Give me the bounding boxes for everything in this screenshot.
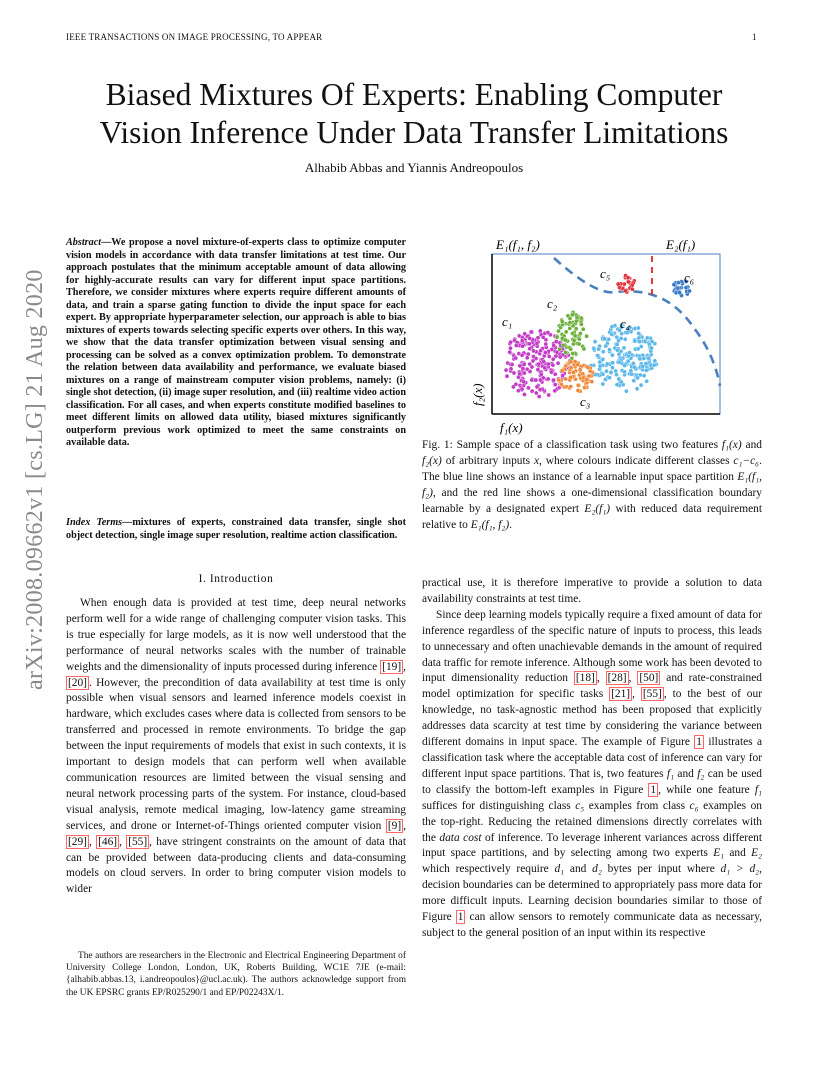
figure-ref-1[interactable]: 1 bbox=[650, 783, 657, 796]
math-d1-gt-d2: d₁ > d₂ bbox=[720, 863, 760, 876]
scatter-point-cluster-3 bbox=[619, 336, 623, 340]
citation-28[interactable]: [28] bbox=[607, 672, 627, 685]
scatter-point-cluster-4 bbox=[576, 388, 580, 392]
text: and bbox=[564, 863, 593, 876]
scatter-point-cluster-1 bbox=[504, 368, 508, 372]
scatter-point-cluster-1 bbox=[538, 388, 542, 392]
right-column-text bbox=[422, 576, 762, 942]
intro-text-b: . However, the precondition of data availability at test time is only possible when visual sensors and learned inference models coexist in hardware, which excludes cases where data is collected from sensors to be transferred and processed in remote environments. To bridge the gap between the input requirements of models that exist in such contexts, it is important to design models that can perform well when available communication resources are limited between the visual sensing and neural network processing parts of the system. For instance, cloud-based visual analysis, remote medical imaging, low-latency game streaming services, and drone or Internet-of-Things oriented computer vision bbox=[66, 676, 406, 832]
scatter-point-cluster-3 bbox=[639, 383, 643, 387]
math-e2: E₂ bbox=[751, 847, 762, 860]
scatter-point-cluster-1 bbox=[537, 394, 541, 398]
scatter-point-cluster-3 bbox=[642, 356, 646, 360]
scatter-point-cluster-4 bbox=[576, 383, 580, 387]
scatter-point-cluster-1 bbox=[551, 378, 555, 382]
scatter-point-cluster-1 bbox=[509, 367, 513, 371]
cap-e1b: E₁(f₁, f₂) bbox=[470, 518, 510, 531]
scatter-point-cluster-1 bbox=[528, 369, 532, 373]
scatter-point-cluster-4 bbox=[578, 368, 582, 372]
scatter-point-cluster-1 bbox=[534, 378, 538, 382]
scatter-point-cluster-3 bbox=[592, 347, 596, 351]
scatter-point-cluster-3 bbox=[632, 379, 636, 383]
scatter-point-cluster-1 bbox=[512, 371, 516, 375]
scatter-point-cluster-1 bbox=[561, 374, 565, 378]
abstract-text: —We propose a novel mixture-of-experts class to optimize computer vision models in accordance with data transfer limitations at test time. Our approach postulates that the minimum acceptable amount of data allowing for highly-accurate results can vary for different input space partitions. Therefore, we consider mixtures where experts require different amounts of data, and train a sparse gating function to divide the input space for each expert. By appropriate hyperparameter selection, our approach is able to bias mixtures of experts towards selecting specific experts over others. In this way, we show that the data transfer optimization between visual sensing and processing can be solved as a convex optimization problem. To demonstrate the relation between data availability and performance, we evaluate biased mixtures on a range of mainstream computer vision problems, namely: (i) single shot detection, (ii) image super resolution, and (iii) realtime video action classification. For all cases, and when experts constitute modified baselines to meet different limits on allowed data utility, biased mixtures significantly outperform previous work optimized to meet the same constraints on available data. bbox=[66, 237, 406, 448]
scatter-point-cluster-3 bbox=[615, 342, 619, 346]
math-c6: c₆ bbox=[689, 799, 699, 812]
scatter-point-cluster-1 bbox=[514, 343, 518, 347]
cap-classes: c₁−c₆ bbox=[733, 454, 760, 467]
scatter-point-cluster-4 bbox=[557, 378, 561, 382]
scatter-point-cluster-3 bbox=[596, 354, 600, 358]
text: examples from class bbox=[584, 799, 690, 812]
scatter-point-cluster-2 bbox=[570, 313, 574, 317]
scatter-point-cluster-1 bbox=[526, 386, 530, 390]
index-terms bbox=[66, 517, 406, 542]
scatter-point-cluster-3 bbox=[598, 360, 602, 364]
scatter-point-cluster-1 bbox=[543, 366, 547, 370]
math-d1: d₁ bbox=[554, 863, 565, 876]
scatter-point-cluster-3 bbox=[625, 331, 629, 335]
scatter-point-cluster-3 bbox=[622, 370, 626, 374]
scatter-point-cluster-1 bbox=[528, 336, 532, 340]
cap-text: . bbox=[509, 518, 513, 531]
scatter-point-cluster-1 bbox=[520, 339, 524, 343]
scatter-point-cluster-3 bbox=[618, 360, 622, 364]
math-f2: f₂ bbox=[697, 767, 705, 780]
scatter-point-cluster-1 bbox=[522, 371, 526, 375]
scatter-point-cluster-3 bbox=[636, 347, 640, 351]
scatter-point-cluster-1 bbox=[553, 389, 557, 393]
scatter-point-cluster-5 bbox=[623, 289, 627, 293]
math-f1: f₁ bbox=[754, 783, 762, 796]
label-c5: c₅ bbox=[600, 266, 611, 281]
index-terms-label: Index Terms bbox=[66, 517, 123, 528]
scatter-point-cluster-2 bbox=[571, 324, 575, 328]
scatter-point-cluster-1 bbox=[539, 349, 543, 353]
scatter-point-cluster-3 bbox=[602, 337, 606, 341]
scatter-point-cluster-2 bbox=[564, 350, 568, 354]
scatter-point-cluster-1 bbox=[536, 368, 540, 372]
scatter-point-cluster-3 bbox=[615, 348, 619, 352]
scatter-point-cluster-3 bbox=[605, 362, 609, 366]
scatter-point-cluster-5 bbox=[616, 282, 620, 286]
axis-label-x: f₁(x) bbox=[500, 420, 523, 435]
scatter-point-cluster-4 bbox=[569, 360, 573, 364]
emph-data-cost: data cost bbox=[439, 831, 482, 844]
scatter-point-cluster-3 bbox=[637, 331, 641, 335]
cap-text: and bbox=[741, 439, 763, 451]
scatter-point-cluster-1 bbox=[539, 372, 543, 376]
scatter-point-cluster-1 bbox=[521, 380, 525, 384]
scatter-point-cluster-3 bbox=[633, 339, 637, 343]
paragraph-continued: practical use, it is therefore imperative to provide a solution to data availability constraints at test time. bbox=[422, 577, 762, 605]
scatter-point-cluster-1 bbox=[508, 346, 512, 350]
scatter-point-cluster-2 bbox=[555, 335, 559, 339]
scatter-point-cluster-1 bbox=[553, 383, 557, 387]
scatter-point-cluster-6 bbox=[687, 289, 691, 293]
citation-50[interactable]: [50] bbox=[639, 672, 659, 685]
arxiv-stamp bbox=[20, 269, 48, 690]
scatter-point-cluster-1 bbox=[522, 392, 526, 396]
scatter-point-cluster-4 bbox=[569, 366, 573, 370]
scatter-point-cluster-3 bbox=[623, 363, 627, 367]
text: , decision boundaries can be determined to appropriately pass more data for more difficult inputs. Learning decision boundaries similar to those of Figure bbox=[422, 863, 762, 924]
cap-text: , and the red line shows a one-dimensional classification boundary learnable by a designated expert bbox=[422, 486, 762, 515]
scatter-point-cluster-3 bbox=[641, 364, 645, 368]
scatter-point-cluster-1 bbox=[508, 350, 512, 354]
scatter-point-cluster-1 bbox=[537, 362, 541, 366]
scatter-point-cluster-4 bbox=[573, 360, 577, 364]
scatter-point-cluster-1 bbox=[554, 339, 558, 343]
scatter-point-cluster-1 bbox=[556, 361, 560, 365]
arxiv-stamp-text: arXiv:2008.09662v1 [cs.LG] 21 Aug 2020 bbox=[22, 269, 48, 690]
scatter-point-cluster-1 bbox=[531, 359, 535, 363]
scatter-point-cluster-1 bbox=[528, 347, 532, 351]
citation-21[interactable]: [21] bbox=[611, 688, 631, 701]
author-footnote bbox=[66, 950, 406, 999]
scatter-point-cluster-3 bbox=[633, 365, 637, 369]
label-c6: c₆ bbox=[684, 270, 695, 285]
scatter-point-cluster-5 bbox=[630, 287, 634, 291]
scatter-point-cluster-4 bbox=[581, 372, 585, 376]
scatter-point-cluster-6 bbox=[672, 283, 676, 287]
scatter-point-cluster-1 bbox=[546, 377, 550, 381]
scatter-point-cluster-3 bbox=[607, 337, 611, 341]
scatter-point-cluster-2 bbox=[568, 321, 572, 325]
scatter-point-cluster-5 bbox=[626, 280, 630, 284]
scatter-point-cluster-1 bbox=[542, 360, 546, 364]
scatter-point-cluster-3 bbox=[650, 339, 654, 343]
scatter-point-cluster-1 bbox=[529, 330, 533, 334]
cap-f1: f₁(x) bbox=[721, 439, 742, 451]
scatter-point-cluster-3 bbox=[608, 376, 612, 380]
scatter-point-cluster-3 bbox=[649, 346, 653, 350]
text: examples on the top-right. Reducing the retained dimensions directly correlates with the bbox=[422, 799, 762, 844]
scatter-point-cluster-3 bbox=[610, 325, 614, 329]
scatter-point-cluster-2 bbox=[561, 343, 565, 347]
scatter-point-cluster-6 bbox=[678, 291, 682, 295]
text: suffices for distinguishing class bbox=[422, 799, 576, 812]
scatter-point-cluster-3 bbox=[610, 353, 614, 357]
scatter-point-cluster-2 bbox=[571, 351, 575, 355]
scatter-point-cluster-1 bbox=[510, 362, 514, 366]
cap-lead: Fig. 1: Sample space of a classification task using two features bbox=[422, 439, 722, 451]
authors: Alhabib Abbas and Yiannis Andreopoulos bbox=[304, 160, 524, 175]
scatter-point-cluster-1 bbox=[527, 342, 531, 346]
scatter-point-cluster-2 bbox=[579, 316, 583, 320]
intro-text-a: When enough data is provided at test time, deep neural networks perform well for a wide range of challenging computer vision tasks. This is true especially for large models, as it is now well understood that the performance of neural networks scales with the number of trainable weights and the dimensionality of inputs processed during inference bbox=[66, 597, 406, 673]
scatter-point-cluster-1 bbox=[546, 331, 550, 335]
scatter-point-cluster-3 bbox=[644, 368, 648, 372]
label-c1: c₁ bbox=[502, 314, 513, 329]
cap-text: . The blue line shows an instance of a learnable input space partition bbox=[422, 454, 762, 483]
scatter-point-cluster-4 bbox=[572, 370, 576, 374]
scatter-point-cluster-3 bbox=[597, 347, 601, 351]
figure-ref-1[interactable]: 1 bbox=[696, 736, 702, 749]
scatter-point-cluster-2 bbox=[581, 327, 585, 331]
scatter-point-cluster-3 bbox=[623, 337, 627, 341]
label-c2: c₂ bbox=[547, 296, 558, 311]
axis-label-y: f₂(x) bbox=[470, 383, 485, 406]
scatter-point-cluster-2 bbox=[564, 330, 568, 334]
paragraph-2: Since deep learning models typically require a fixed amount of data for inference regardless of the specific nature of inputs to process, this leads to unnecessary and often unachievable demands in the amount of required data traffic for remote inference. Although some work has been devoted to input dimensionality reduction [18] , [28] , [50] and rate-constrained model optimization for specific tasks [21] , [55] , to the best of our knowledge, no task-agnostic method has been proposed that explicitly addresses data scarcity at test time by considering the variance between different domains in input space. The example of Figure 1 illustrates a classification task where the acceptable data cost of inference can vary for different input space partitions. That is, two features f₁ and f₂ can be used to classify the bottom-left examples in Figure 1 , while one feature f₁ suffices for distinguishing class c₅ examples from class c₆ examples on the top-right. Reducing the retained dimensions directly correlates with the data cost of inference. To leverage inherent variances across different input space partitions, and by selecting among two experts E₁ and E₂ which respectively require d₁ and d₂ bytes per input where d₁ > d₂, decision boundaries can be determined to appropriately pass more data for more difficult inputs. Learning decision boundaries similar to those of Figure 1 can allow sensors to remotely communicate data as necessary, subject to the general position of an input within its respective bbox=[422, 608, 763, 939]
scatter-point-cluster-6 bbox=[676, 286, 680, 290]
scatter-point-cluster-1 bbox=[558, 355, 562, 359]
scatter-point-cluster-3 bbox=[609, 370, 613, 374]
scatter-point-cluster-2 bbox=[575, 316, 579, 320]
scatter-point-cluster-4 bbox=[560, 369, 564, 373]
scatter-point-cluster-3 bbox=[622, 346, 626, 350]
scatter-point-cluster-1 bbox=[511, 385, 515, 389]
text: , while one feature bbox=[658, 783, 755, 796]
scatter-point-cluster-3 bbox=[646, 356, 650, 360]
scatter-point-cluster-4 bbox=[559, 382, 563, 386]
scatter-point-cluster-3 bbox=[642, 374, 646, 378]
citation-9[interactable]: [9] bbox=[387, 819, 402, 832]
cap-e2: E₂(f₁) bbox=[584, 502, 611, 515]
scatter-point-cluster-3 bbox=[631, 361, 635, 365]
scatter-point-cluster-4 bbox=[564, 377, 568, 381]
scatter-point-cluster-3 bbox=[630, 372, 634, 376]
cap-text: of arbitrary inputs bbox=[441, 454, 534, 467]
section-heading: I. Introduction bbox=[198, 573, 274, 585]
scatter-point-cluster-3 bbox=[619, 380, 623, 384]
scatter-point-cluster-1 bbox=[530, 389, 534, 393]
scatter-point-cluster-1 bbox=[531, 349, 535, 353]
scatter-point-cluster-2 bbox=[585, 334, 589, 338]
text: , to the best of our knowledge, no task-agnostic method has been proposed that explicitly addresses data scarcity at test time by considering the variance between different domains in input space. The example of Figure bbox=[422, 688, 762, 749]
figure-ref-1[interactable]: 1 bbox=[457, 911, 464, 924]
math-c5: c₅ bbox=[575, 799, 585, 812]
scatter-point-cluster-1 bbox=[535, 342, 539, 346]
scatter-point-cluster-1 bbox=[520, 387, 524, 391]
scatter-point-cluster-2 bbox=[577, 337, 581, 341]
scatter-point-cluster-1 bbox=[547, 393, 551, 397]
text: can be used to classify the bottom-left examples in Figure bbox=[422, 767, 762, 796]
paper-title bbox=[40, 76, 788, 152]
text: and bbox=[674, 767, 698, 780]
scatter-point-cluster-3 bbox=[644, 361, 648, 365]
scatter-point-cluster-4 bbox=[568, 375, 572, 379]
text: and bbox=[724, 847, 752, 860]
scatter-point-cluster-1 bbox=[530, 378, 534, 382]
scatter-point-cluster-3 bbox=[627, 351, 631, 355]
title-line-2: Vision Inference Under Data Transfer Limitations bbox=[99, 115, 729, 150]
label-e1: E₁(f₁, f₂) bbox=[496, 237, 540, 252]
scatter-point-cluster-6 bbox=[676, 281, 680, 285]
scatter-point-cluster-1 bbox=[518, 372, 522, 376]
scatter-point-cluster-1 bbox=[518, 364, 522, 368]
scatter-point-cluster-2 bbox=[578, 331, 582, 335]
text: Since deep learning models typically require a fixed amount of data for inference regardless of the specific nature of inputs to process, this leads to unnecessary and often unachievable demands in the amount of required data traffic for remote inference. Although some work has been devoted to input dimensionality reduction bbox=[422, 608, 762, 685]
footnote-text: The authors are researchers in the Electronic and Electrical Engineering Department of University College London, London, UK, Roberts Building, WC1E 7JE (e-mail: {alhabib.abbas.13, i.andreopoulos}@ucl.ac.uk). The authors acknowledge support from the UK EPSRC grants EP/R025290/1 and EP/P02243X/1. bbox=[66, 951, 406, 998]
label-c4: c₄ bbox=[620, 316, 631, 331]
scatter-point-cluster-3 bbox=[635, 376, 639, 380]
cap-f2: f₂(x) bbox=[422, 454, 442, 467]
abstract bbox=[66, 237, 406, 450]
text: and rate-constrained model optimization for specific tasks bbox=[422, 672, 762, 701]
scatter-point-cluster-3 bbox=[601, 350, 605, 354]
scatter-point-cluster-2 bbox=[577, 342, 581, 346]
scatter-point-cluster-2 bbox=[563, 338, 567, 342]
scatter-point-cluster-1 bbox=[509, 340, 513, 344]
math-f1: f₁ bbox=[666, 767, 675, 780]
scatter-point-cluster-2 bbox=[557, 347, 561, 351]
scatter-point-cluster-4 bbox=[590, 380, 594, 384]
introduction-text bbox=[66, 596, 406, 898]
scatter-point-cluster-2 bbox=[568, 316, 572, 320]
scatter-point-cluster-1 bbox=[546, 362, 550, 366]
scatter-point-cluster-3 bbox=[607, 348, 611, 352]
scatter-point-cluster-1 bbox=[553, 372, 557, 376]
scatter-point-cluster-1 bbox=[534, 391, 538, 395]
scatter-point-cluster-1 bbox=[514, 356, 518, 360]
abstract-label: Abstract bbox=[66, 237, 102, 248]
scatter-point-cluster-6 bbox=[684, 286, 688, 290]
scatter-point-cluster-1 bbox=[552, 344, 556, 348]
math-e1: E₁ bbox=[713, 847, 725, 860]
scatter-point-cluster-3 bbox=[624, 389, 628, 393]
scatter-point-cluster-3 bbox=[643, 339, 647, 343]
scatter-point-cluster-3 bbox=[604, 369, 608, 373]
cap-text: with reduced data requirement relative to bbox=[422, 502, 762, 531]
page-number: 1 bbox=[752, 32, 757, 42]
journal-header: IEEE TRANSACTIONS ON IMAGE PROCESSING, TO APPEAR bbox=[66, 32, 323, 42]
citation-20[interactable]: [20] bbox=[68, 676, 87, 689]
sep: , bbox=[403, 660, 406, 673]
scatter-point-cluster-1 bbox=[530, 365, 534, 369]
scatter-point-cluster-2 bbox=[573, 334, 577, 338]
scatter-point-cluster-3 bbox=[614, 373, 618, 377]
citation-29[interactable]: [29] bbox=[68, 835, 87, 848]
cap-e1: E₁(f₁, f₂) bbox=[422, 470, 762, 499]
scatter-point-cluster-4 bbox=[588, 369, 592, 373]
scatter-point-cluster-3 bbox=[610, 332, 614, 336]
scatter-point-cluster-1 bbox=[541, 335, 545, 339]
scatter-point-cluster-1 bbox=[520, 344, 524, 348]
intro-text-c: , have stringent constraints on the amount of data that can be provided between data-producing clients and data-consuming models on cloud servers. In order to bring computer vision models to wider bbox=[66, 835, 406, 896]
scatter-point-cluster-4 bbox=[569, 385, 573, 389]
citation-55[interactable]: [55] bbox=[128, 835, 148, 848]
scatter-point-cluster-3 bbox=[645, 379, 649, 383]
label-c3: c₃ bbox=[580, 394, 591, 409]
scatter-point-cluster-1 bbox=[551, 357, 555, 361]
scatter-point-cluster-2 bbox=[579, 322, 583, 326]
scatter-point-cluster-1 bbox=[538, 329, 542, 333]
title-line-1: Biased Mixtures Of Experts: Enabling Computer bbox=[105, 77, 723, 112]
figure-caption bbox=[422, 438, 762, 533]
scatter-point-cluster-3 bbox=[638, 357, 642, 361]
scatter-point-cluster-4 bbox=[585, 377, 589, 381]
scatter-point-cluster-3 bbox=[598, 364, 602, 368]
index-terms-text: —mixtures of experts, constrained data transfer, single shot object detection, single image super resolution, realtime action classification. bbox=[66, 517, 406, 541]
text: of inference. To leverage inherent variances across different input space partitions, and by selecting among two experts bbox=[422, 831, 763, 860]
scatter-point-cluster-3 bbox=[635, 387, 639, 391]
scatter-point-cluster-3 bbox=[601, 382, 605, 386]
scatter-point-cluster-1 bbox=[551, 363, 555, 367]
citation-55[interactable]: [55] bbox=[642, 688, 662, 701]
scatter-point-cluster-2 bbox=[569, 347, 573, 351]
scatter-point-cluster-1 bbox=[544, 342, 548, 346]
scatter-point-cluster-1 bbox=[549, 370, 553, 374]
scatter-point-cluster-4 bbox=[582, 385, 586, 389]
text: which respectively require bbox=[422, 863, 555, 876]
citation-19[interactable]: [19] bbox=[382, 660, 402, 673]
scatter-point-cluster-3 bbox=[593, 340, 597, 344]
scatter-point-cluster-1 bbox=[522, 362, 526, 366]
scatter-point-cluster-3 bbox=[601, 372, 605, 376]
scatter-point-cluster-2 bbox=[582, 347, 586, 351]
math-d2: d₂ bbox=[592, 863, 602, 876]
figure-1 bbox=[466, 236, 726, 436]
scatter-point-cluster-2 bbox=[560, 319, 564, 323]
scatter-point-cluster-3 bbox=[615, 383, 619, 387]
scatter-point-cluster-5 bbox=[626, 276, 630, 280]
scatter-point-cluster-1 bbox=[525, 356, 529, 360]
scatter-point-cluster-3 bbox=[611, 361, 615, 365]
intro-paragraph: When enough data is provided at test time, deep neural networks perform well for a wide range of challenging computer vision tasks. This is true especially for large models, as it is now well understood that the performance of neural networks scales with the number of trainable weights and the dimensionality of inputs processed during inference [19] , [20] . However, the precondition of data availability at test time is only possible when visual sensors and learned inference models coexist in hardware, which excludes cases where data is collected from sensors to be transferred and processed in remote environments. To bridge the gap between the input requirements of models that exist in such contexts, it is important to design models that can perform well when available communication resources are limited between the visual sensing and neural network processing parts of the system. For instance, cloud-based visual analysis, remote medical imaging, low-latency game streaming services, and drone or Internet-of-Things oriented computer vision [9] , [29] , [46] , [55] , have stringent constraints on the amount of data that can be provided between data-producing clients and data-consuming models on cloud servers. In order to bring computer vision models to wider bbox=[66, 597, 406, 896]
text: bytes per input where bbox=[601, 863, 721, 876]
citation-46[interactable]: [46] bbox=[98, 835, 118, 848]
scatter-point-cluster-3 bbox=[638, 340, 642, 344]
label-e2: E₂(f₁) bbox=[666, 237, 696, 252]
scatter-point-cluster-1 bbox=[505, 374, 509, 378]
scatter-point-cluster-3 bbox=[652, 363, 656, 367]
scatter-points bbox=[504, 274, 692, 399]
scatter-point-cluster-3 bbox=[614, 369, 618, 373]
scatter-point-cluster-4 bbox=[586, 365, 590, 369]
cap-x: x bbox=[533, 454, 540, 467]
text: can allow sensors to remotely communicate data as necessary, subject to the general position of an input within its respective bbox=[422, 911, 762, 939]
scatter-point-cluster-1 bbox=[520, 353, 524, 357]
scatter-point-cluster-1 bbox=[543, 350, 547, 354]
citation-18[interactable]: [18] bbox=[575, 672, 595, 685]
scatter-point-cluster-3 bbox=[604, 344, 608, 348]
text: illustrates a classification task where the acceptable data cost of inference can vary for different input space partitions. That is, two features bbox=[422, 736, 763, 780]
scatter-point-cluster-3 bbox=[636, 326, 640, 330]
cap-text: , where colours indicate different classes bbox=[539, 454, 734, 467]
scatter-point-cluster-1 bbox=[547, 354, 551, 358]
scatter-point-cluster-3 bbox=[610, 366, 614, 370]
scatter-point-cluster-3 bbox=[617, 352, 621, 356]
